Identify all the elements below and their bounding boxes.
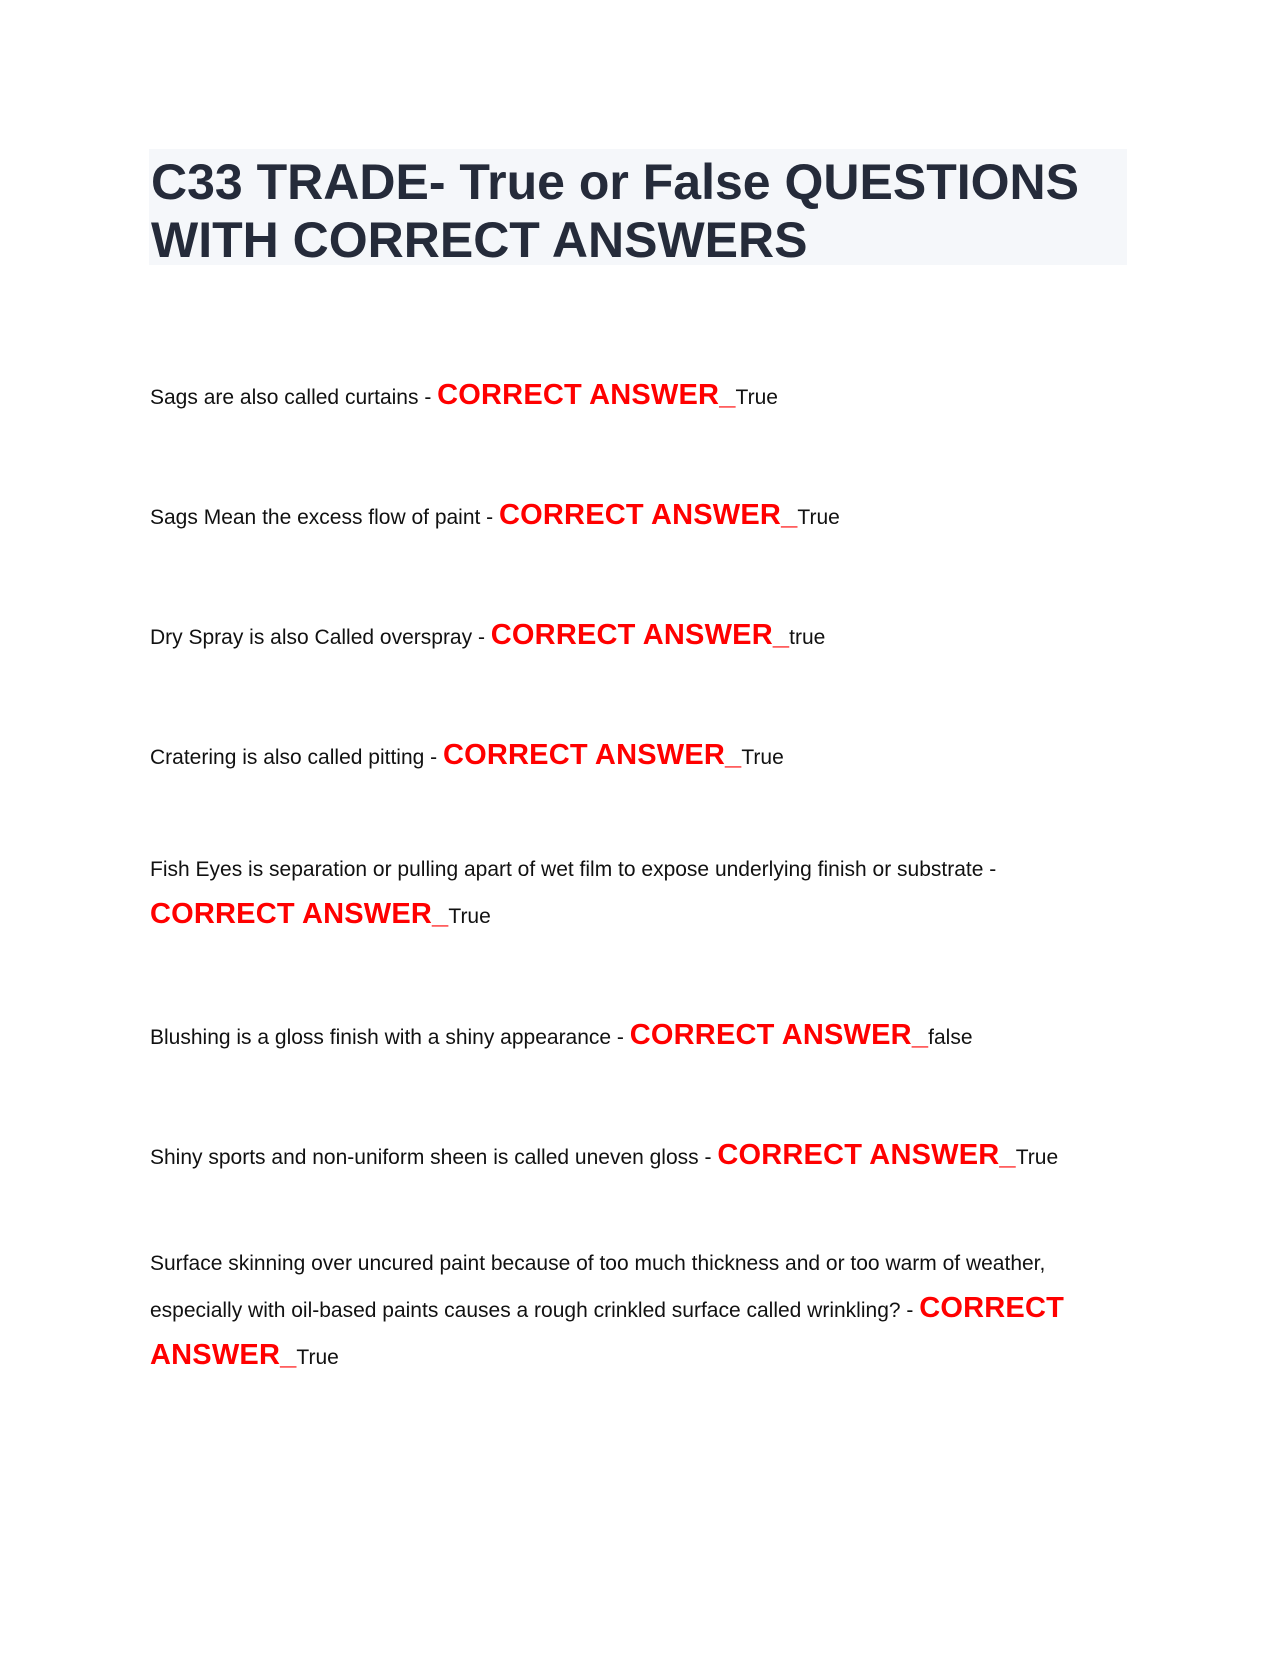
question-text: Shiny sports and non-uniform sheen is called uneven gloss -	[150, 1146, 718, 1169]
qa-item-7	[150, 1140, 1070, 1173]
question-text: Dry Spray is also Called overspray -	[150, 626, 491, 649]
answer-text: True	[1015, 1146, 1059, 1169]
correct-answer-label: CORRECT ANSWER_	[629, 1019, 929, 1051]
correct-answer-label: CORRECT ANSWER_	[442, 739, 742, 771]
answer-text: True	[448, 905, 491, 928]
qa-item-6	[150, 1020, 1070, 1053]
answer-text: True	[797, 506, 840, 529]
answer-text: false	[928, 1026, 973, 1049]
correct-answer-label: CORRECT ANSWER_	[499, 499, 798, 531]
correct-answer-label: CORRECT ANSWER_	[490, 619, 790, 651]
document-title: C33 TRADE- True or False QUESTIONS WITH CORRECT ANSWERS	[151, 154, 1079, 268]
qa-item-2	[150, 500, 1070, 533]
title-block	[149, 149, 1127, 268]
question-text: Surface skinning over uncured paint because of too much thickness and or too warm of weather, especially with oil-based paints causes a rough crinkled surface called wrinkling? -	[150, 1252, 1046, 1322]
question-text: Blushing is a gloss finish with a shiny appearance -	[150, 1026, 630, 1049]
answer-text: True	[735, 386, 778, 409]
qa-item-3	[150, 620, 1070, 653]
answer-text: True	[296, 1346, 339, 1369]
answer-text: True	[741, 746, 784, 769]
correct-answer-label: CORRECT ANSWER_	[437, 379, 736, 411]
qa-item-4	[150, 740, 1070, 773]
answer-text: true	[789, 626, 826, 649]
correct-answer-label: CORRECT ANSWER_	[150, 898, 449, 930]
question-text: Fish Eyes is separation or pulling apart of wet film to expose underlying finish or substrate -	[150, 858, 997, 881]
qa-item-5	[150, 848, 1070, 939]
question-text: Sags are also called curtains -	[150, 386, 438, 409]
correct-answer-label: CORRECT ANSWER_	[717, 1139, 1016, 1171]
question-text: Cratering is also called pitting -	[150, 746, 443, 769]
qa-item-8	[150, 1242, 1070, 1380]
question-text: Sags Mean the excess flow of paint -	[150, 506, 500, 529]
qa-item-1	[150, 380, 1070, 413]
correct-answer-label: CORRECT ANSWER_	[150, 1292, 1065, 1371]
